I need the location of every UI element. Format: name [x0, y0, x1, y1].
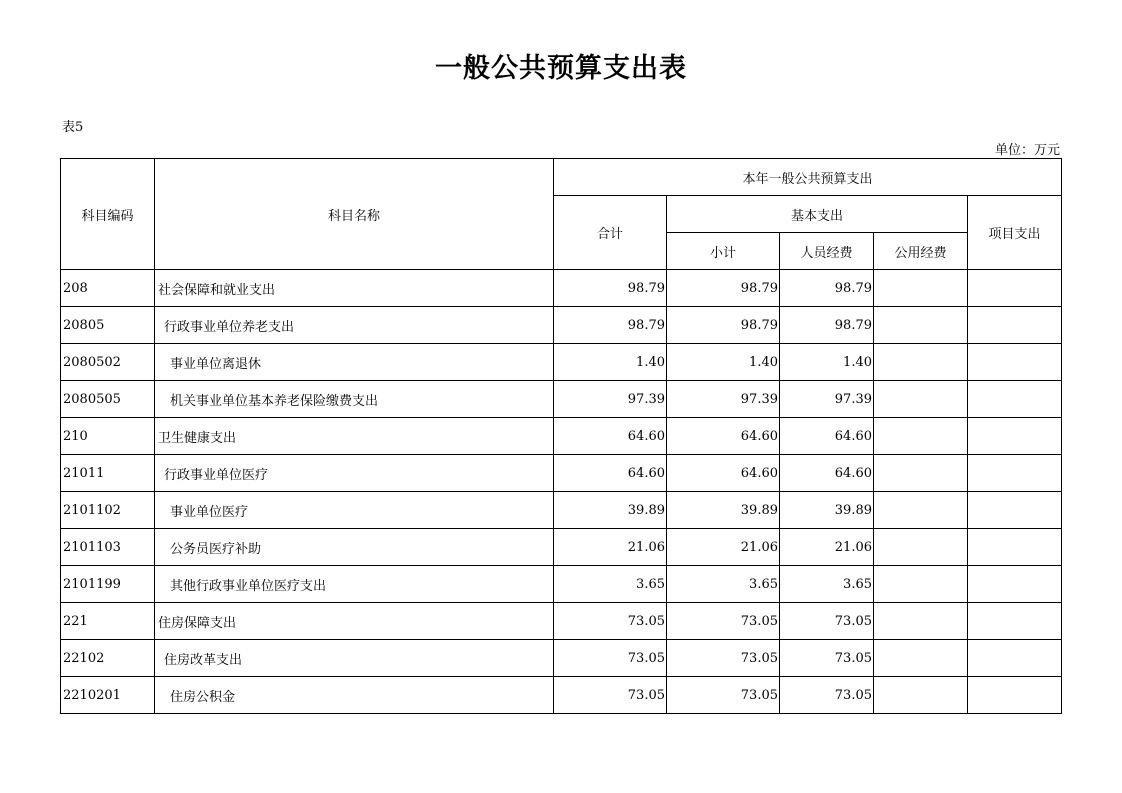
cell-personnel: 64.60	[780, 455, 874, 492]
cell-total: 64.60	[554, 455, 667, 492]
table-row	[61, 418, 1062, 455]
cell-subtotal: 73.05	[667, 640, 780, 677]
cell-name: 行政事业单位医疗	[155, 455, 554, 492]
header-public: 公用经费	[874, 233, 968, 270]
cell-personnel: 21.06	[780, 529, 874, 566]
cell-public	[874, 307, 968, 344]
cell-code: 20805	[61, 307, 155, 344]
header-subtotal: 小计	[667, 233, 780, 270]
header-code: 科目编码	[61, 159, 155, 270]
cell-code: 221	[61, 603, 155, 640]
cell-total: 73.05	[554, 640, 667, 677]
table-row	[61, 344, 1062, 381]
cell-total: 98.79	[554, 307, 667, 344]
header-group: 本年一般公共预算支出	[554, 159, 1062, 196]
cell-project	[968, 344, 1062, 381]
header-basic: 基本支出	[667, 196, 968, 233]
page-title: 一般公共预算支出表	[435, 53, 687, 84]
cell-name: 社会保障和就业支出	[155, 270, 554, 307]
cell-project	[968, 492, 1062, 529]
table-row	[61, 381, 1062, 418]
cell-code: 21011	[61, 455, 155, 492]
cell-total: 1.40	[554, 344, 667, 381]
cell-code: 208	[61, 270, 155, 307]
cell-total: 97.39	[554, 381, 667, 418]
cell-public	[874, 492, 968, 529]
cell-subtotal: 64.60	[667, 418, 780, 455]
cell-total: 73.05	[554, 677, 667, 714]
cell-total: 39.89	[554, 492, 667, 529]
cell-personnel: 97.39	[780, 381, 874, 418]
header-name: 科目名称	[155, 159, 554, 270]
cell-public	[874, 381, 968, 418]
cell-personnel: 98.79	[780, 270, 874, 307]
cell-personnel: 73.05	[780, 677, 874, 714]
cell-code: 2210201	[61, 677, 155, 714]
cell-code: 2080502	[61, 344, 155, 381]
table-row	[61, 529, 1062, 566]
table-row	[61, 603, 1062, 640]
cell-project	[968, 381, 1062, 418]
cell-subtotal: 73.05	[667, 603, 780, 640]
cell-personnel: 64.60	[780, 418, 874, 455]
table-number: 表5	[62, 120, 84, 135]
cell-subtotal: 98.79	[667, 270, 780, 307]
cell-public	[874, 344, 968, 381]
table-row	[61, 455, 1062, 492]
cell-subtotal: 98.79	[667, 307, 780, 344]
cell-subtotal: 21.06	[667, 529, 780, 566]
table-row	[61, 640, 1062, 677]
cell-subtotal: 64.60	[667, 455, 780, 492]
cell-subtotal: 3.65	[667, 566, 780, 603]
unit-label: 单位：万元	[994, 143, 1060, 158]
cell-name: 住房公积金	[155, 677, 554, 714]
cell-code: 2080505	[61, 381, 155, 418]
cell-total: 21.06	[554, 529, 667, 566]
cell-project	[968, 640, 1062, 677]
cell-project	[968, 418, 1062, 455]
cell-name: 公务员医疗补助	[155, 529, 554, 566]
cell-code: 2101103	[61, 529, 155, 566]
cell-subtotal: 39.89	[667, 492, 780, 529]
cell-personnel: 1.40	[780, 344, 874, 381]
cell-total: 73.05	[554, 603, 667, 640]
cell-public	[874, 455, 968, 492]
cell-personnel: 73.05	[780, 640, 874, 677]
cell-project	[968, 529, 1062, 566]
cell-personnel: 98.79	[780, 307, 874, 344]
table-body	[61, 270, 1062, 714]
cell-name: 其他行政事业单位医疗支出	[155, 566, 554, 603]
cell-name: 机关事业单位基本养老保险缴费支出	[155, 381, 554, 418]
cell-code: 2101102	[61, 492, 155, 529]
cell-project	[968, 603, 1062, 640]
header-row-1	[61, 159, 1062, 196]
cell-public	[874, 640, 968, 677]
cell-name: 事业单位医疗	[155, 492, 554, 529]
table-row	[61, 307, 1062, 344]
cell-name: 卫生健康支出	[155, 418, 554, 455]
cell-personnel: 3.65	[780, 566, 874, 603]
cell-public	[874, 603, 968, 640]
cell-total: 64.60	[554, 418, 667, 455]
cell-code: 210	[61, 418, 155, 455]
cell-project	[968, 455, 1062, 492]
cell-total: 3.65	[554, 566, 667, 603]
cell-subtotal: 97.39	[667, 381, 780, 418]
cell-name: 行政事业单位养老支出	[155, 307, 554, 344]
table-row	[61, 677, 1062, 714]
header-total: 合计	[554, 196, 667, 270]
cell-total: 98.79	[554, 270, 667, 307]
header-project: 项目支出	[968, 196, 1062, 270]
cell-project	[968, 307, 1062, 344]
cell-personnel: 73.05	[780, 603, 874, 640]
cell-public	[874, 677, 968, 714]
table-row	[61, 566, 1062, 603]
cell-project	[968, 566, 1062, 603]
cell-code: 2101199	[61, 566, 155, 603]
header-personnel: 人员经费	[780, 233, 874, 270]
cell-personnel: 39.89	[780, 492, 874, 529]
table-row	[61, 492, 1062, 529]
cell-public	[874, 418, 968, 455]
cell-subtotal: 1.40	[667, 344, 780, 381]
cell-project	[968, 677, 1062, 714]
cell-name: 住房保障支出	[155, 603, 554, 640]
cell-subtotal: 73.05	[667, 677, 780, 714]
cell-project	[968, 270, 1062, 307]
cell-public	[874, 566, 968, 603]
budget-table	[60, 158, 1062, 714]
table-row	[61, 270, 1062, 307]
cell-name: 住房改革支出	[155, 640, 554, 677]
cell-name: 事业单位离退休	[155, 344, 554, 381]
cell-code: 22102	[61, 640, 155, 677]
cell-public	[874, 270, 968, 307]
cell-public	[874, 529, 968, 566]
